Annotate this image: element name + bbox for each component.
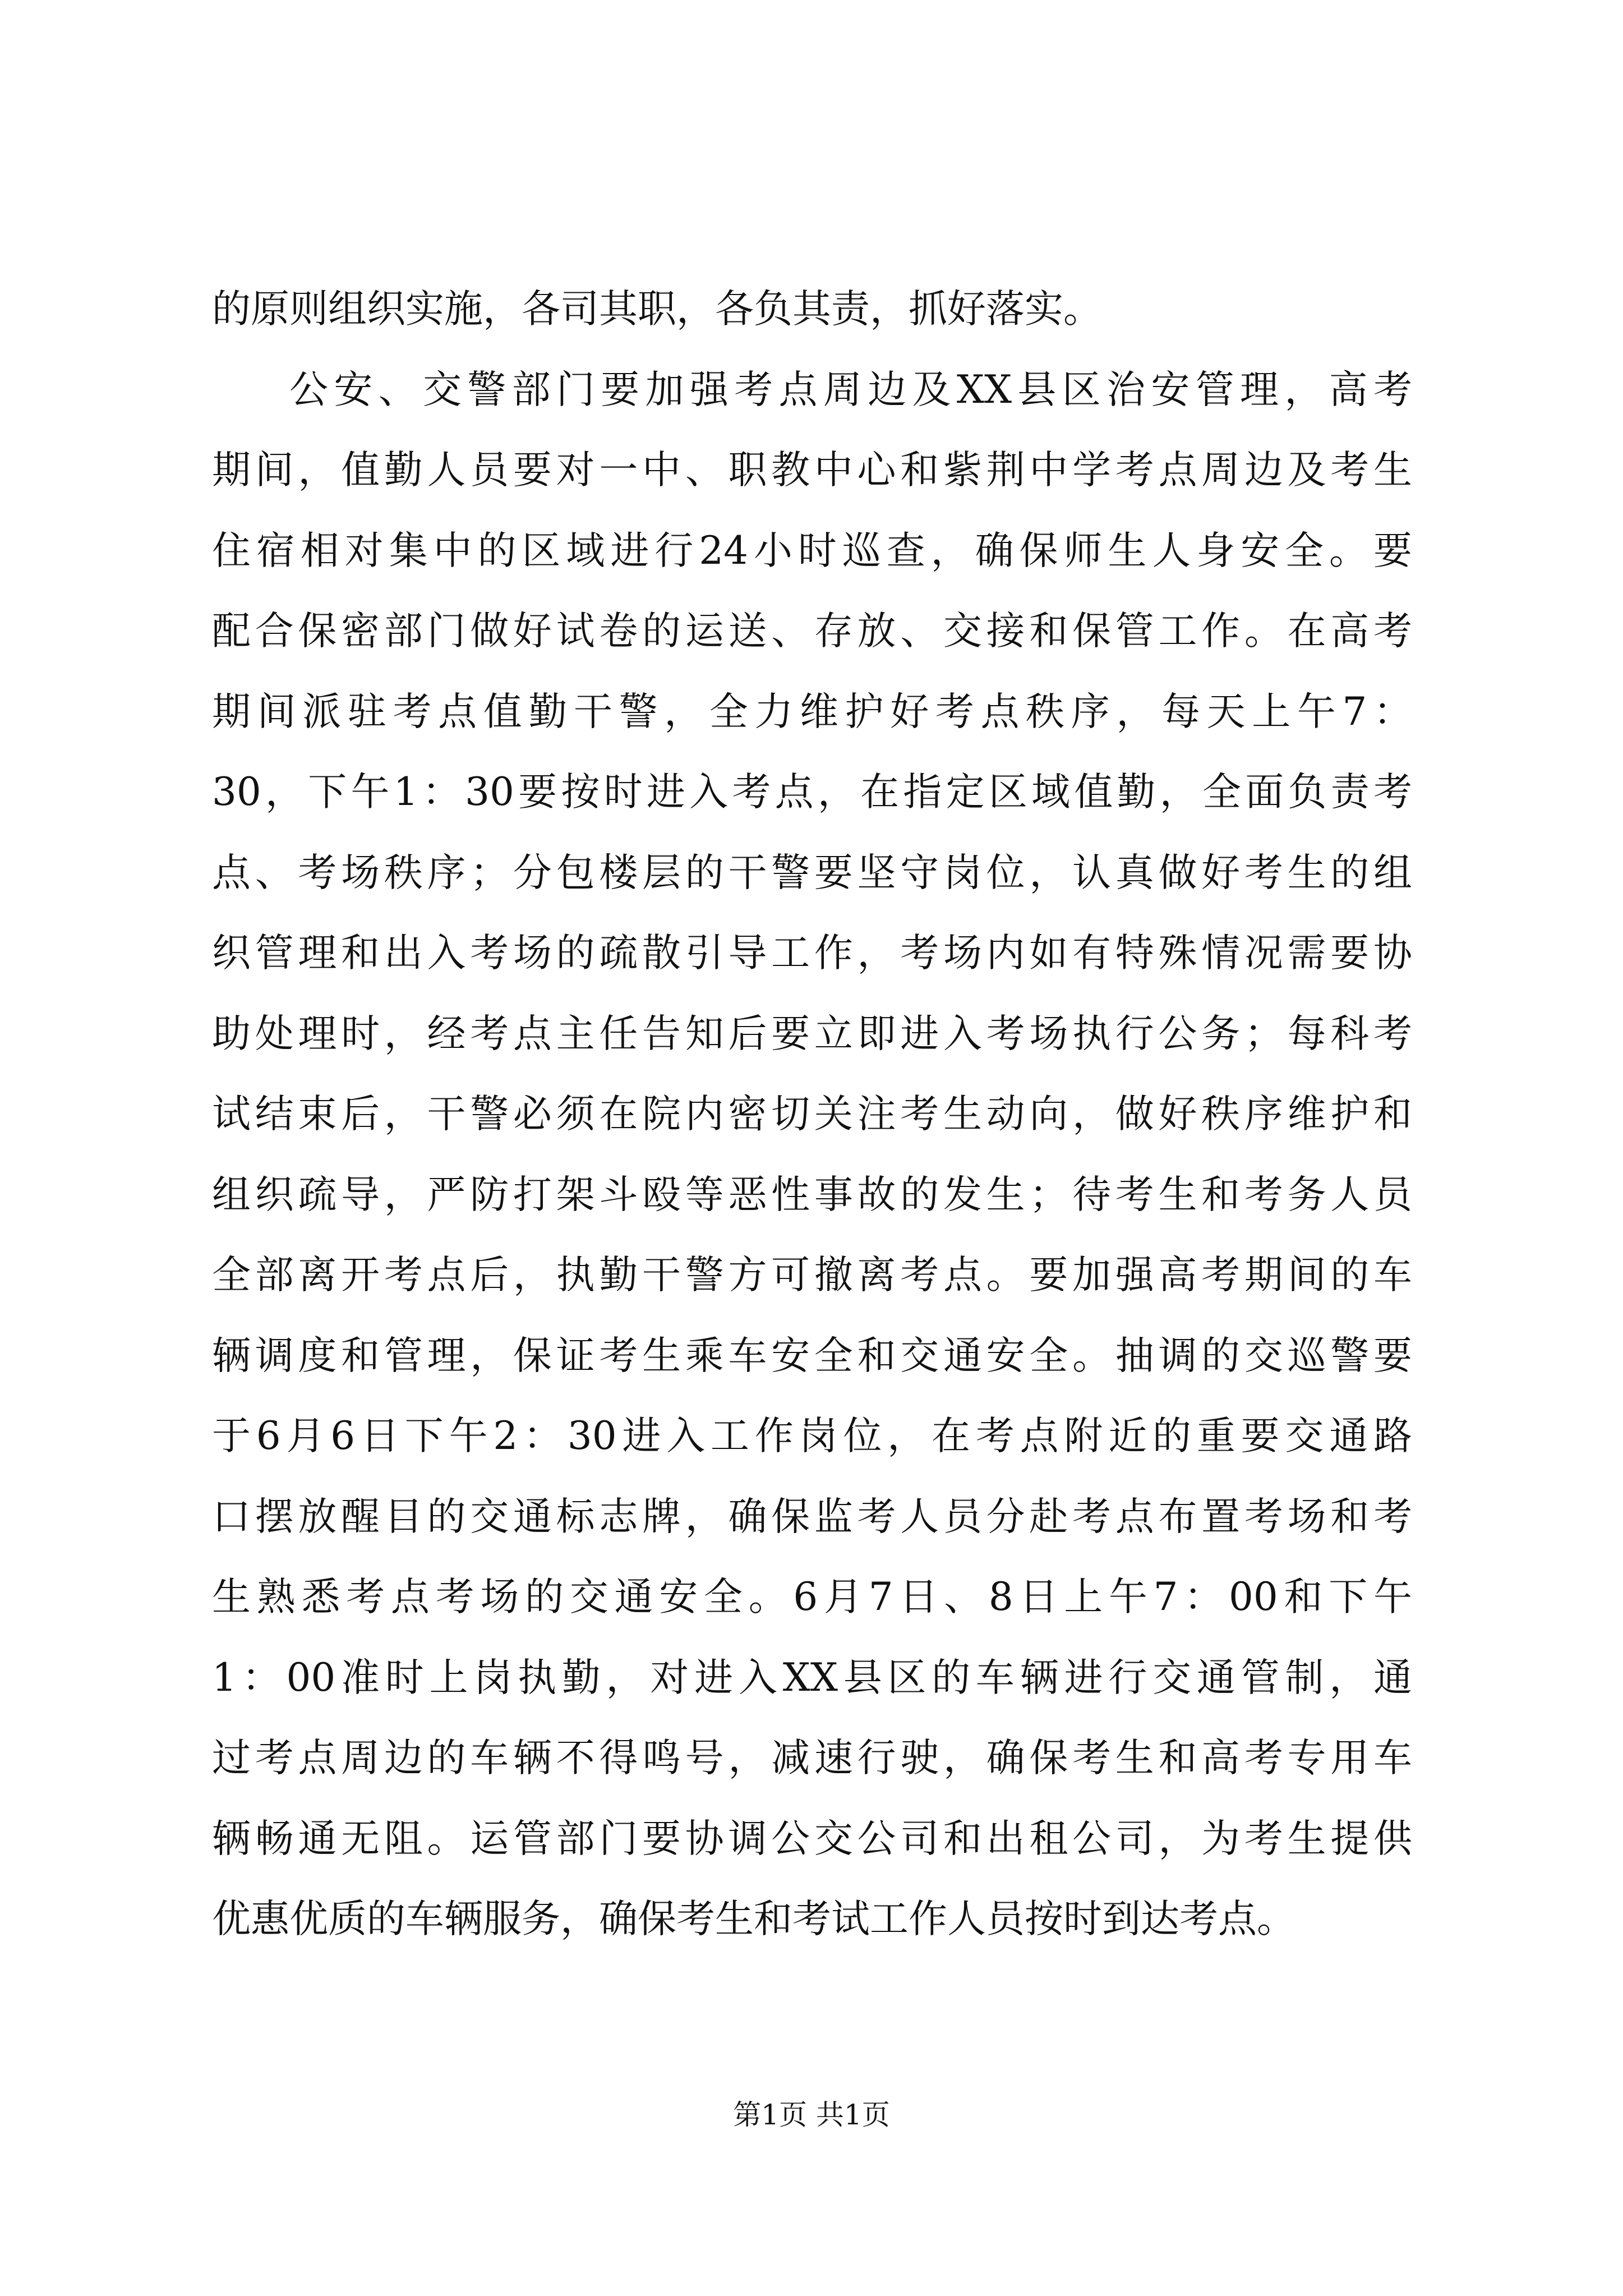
- paragraph-line: 30，下午1：30要按时进入考点，在指定区域值勤，全面负责考: [212, 770, 1412, 815]
- paragraph-line: 点、考场秩序；分包楼层的干警要坚守岗位，认真做好考生的组: [212, 850, 1412, 895]
- page-footer: 第1页 共1页: [733, 2099, 890, 2131]
- paragraph-line: 全部离开考点后，执勤干警方可撤离考点。要加强高考期间的车: [212, 1253, 1412, 1297]
- paragraph-line: 辆畅通无阻。运管部门要协调公交公司和出租公司，为考生提供: [212, 1816, 1412, 1861]
- paragraph-line: 于6月6日下午2：30进入工作岗位，在考点附近的重要交通路: [212, 1414, 1412, 1458]
- paragraph-line: 试结束后，干警必须在院内密切关注考生动向，做好秩序维护和: [212, 1092, 1412, 1137]
- paragraph-line: 辆调度和管理，保证考生乘车安全和交通安全。抽调的交巡警要: [212, 1333, 1412, 1378]
- paragraph-line: 织管理和出入考场的疏散引导工作，考场内如有特殊情况需要协: [212, 931, 1412, 976]
- paragraph-line: 配合保密部门做好试卷的运送、存放、交接和保管工作。在高考: [212, 609, 1412, 654]
- paragraph-line: 期间派驻考点值勤干警，全力维护好考点秩序，每天上午7：: [212, 689, 1412, 734]
- paragraph-line: 住宿相对集中的区域进行24小时巡查，确保师生人身安全。要: [212, 528, 1412, 573]
- paragraph-line: 期间，值勤人员要对一中、职教中心和紫荆中学考点周边及考生: [212, 448, 1412, 493]
- paragraph-line: 口摆放醒目的交通标志牌，确保监考人员分赴考点布置考场和考: [212, 1494, 1412, 1539]
- paragraph-first-line: 公安、交警部门要加强考点周边及XX县区治安管理，高考: [289, 367, 1412, 412]
- paragraph-line: 的原则组织实施，各司其职，各负其责，抓好落实。: [212, 287, 1102, 332]
- paragraph-line: 1：00准时上岗执勤，对进入XX县区的车辆进行交通管制，通: [212, 1655, 1412, 1700]
- paragraph-line: 生熟悉考点考场的交通安全。6月7日、8日上午7：00和下午: [212, 1575, 1412, 1619]
- document-body: [212, 269, 1412, 1960]
- paragraph-line: 组织疏导，严防打架斗殴等恶性事故的发生；待考生和考务人员: [212, 1172, 1412, 1217]
- paragraph-line: 过考点周边的车辆不得鸣号，减速行驶，确保考生和高考专用车: [212, 1736, 1412, 1780]
- paragraph-line: 助处理时，经考点主任告知后要立即进入考场执行公务；每科考: [212, 1011, 1412, 1056]
- paragraph-line: 优惠优质的车辆服务，确保考生和考试工作人员按时到达考点。: [212, 1897, 1295, 1941]
